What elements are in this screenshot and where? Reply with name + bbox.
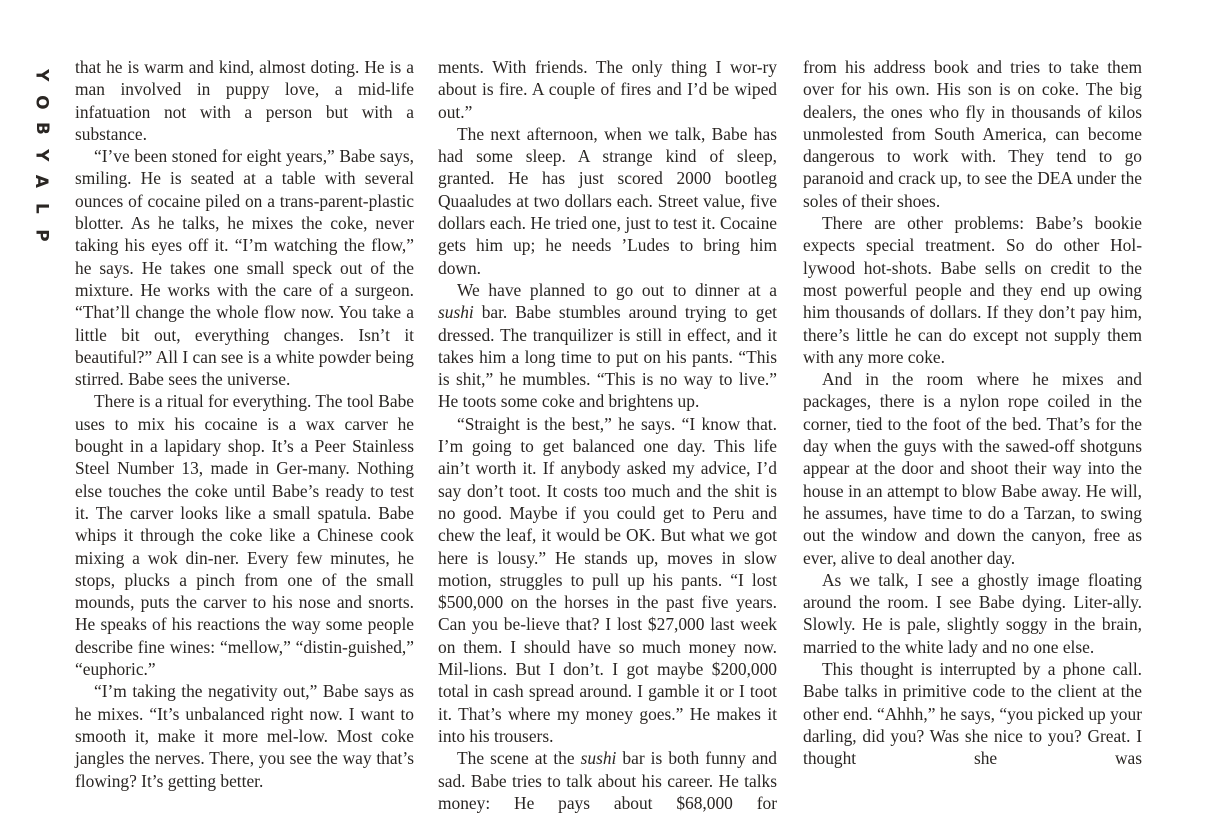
paragraph: This thought is interrupted by a phone call. Babe talks in primitive code to the client at the other end. “Ahhh,” he says, “you picked up your darling, did you? Was she nice to you? Great. I thought she was (803, 659, 1142, 769)
sidebar-letter: B (31, 122, 52, 135)
text-run: We have planned to go out to dinner at a (457, 279, 777, 300)
paragraph (438, 747, 777, 814)
italic-word: sushi (580, 748, 617, 769)
sidebar-letter: O (31, 94, 52, 110)
paragraph: As we talk, I see a ghostly image floating around the room. I see Babe dying. Liter-ally. Slowly. He is pale, slightly soggy in the brain, married to the white lady and no one else. (803, 569, 1142, 657)
paragraph: There are other problems: Babe’s bookie expects special treatment. So do other Hol-lywood hot-shots. Babe sells on credit to the most powerful people and they end up owing him thousands of dollars. If they don’t pay him, there’s little he can do except not supply them with any more coke. (803, 213, 1142, 367)
article-column-1 (75, 56, 414, 792)
sidebar-letter: P (31, 228, 52, 242)
paragraph: from his address book and tries to take them over for his own. His son is on coke. The big dealers, the ones who fly in thousands of kilos unmolested from South America, can become dangerous to work with. They tend to go paranoid and crack up, to see the DEA under the soles of their shoes. (803, 57, 1142, 211)
italic-word: sushi (438, 302, 474, 323)
paragraph: And in the room where he mixes and packages, there is a nylon rope coiled in the corner, tied to the foot of the bed. That’s for the day when the guys with the sawed-off shotguns appear at the door and shoot their way into the house in an attempt to blow Babe away. He will, he assumes, have time to do a Tarzan, to swing out the window and down the canyon, free as ever, alive to deal another day. (803, 369, 1142, 568)
paragraph: ments. With friends. The only thing I wor-ry about is fire. A couple of fires and I’d be wiped out.” (438, 57, 777, 122)
sidebar-letter: Y (31, 148, 52, 162)
magazine-name-sidebar (30, 62, 52, 248)
paragraph: “I’ve been stoned for eight years,” Babe says, smiling. He is seated at a table with several ounces of cocaine piled on a trans-parent-plastic blotter. As he talks, he mixes the coke, never taking his eyes off it. “I’m watching the flow,” he says. He takes one small speck out of the mixture. He works with the care of a surgeon. “That’ll change the whole flow now. You take a little bit out, everything changes. Isn’t it beautiful?” All I can see is a white powder being stirred. Babe sees the universe. (75, 146, 414, 390)
sidebar-letter: L (31, 202, 52, 214)
paragraph: The next afternoon, when we talk, Babe has had some sleep. A strange kind of sleep, granted. He has just scored 2000 bootleg Quaaludes at two dollars each. Street value, five dollars each. He tried one, just to test it. Cocaine gets him up; he needs ’Ludes to bring him down. (438, 123, 777, 278)
paragraph: that he is warm and kind, almost doting. He is a man involved in puppy love, a mid-life infatuation not with a person but with a substance. (75, 57, 414, 144)
paragraph (438, 279, 777, 413)
sidebar-letter: Y (31, 69, 52, 82)
paragraph: “Straight is the best,” he says. “I know that. I’m going to get balanced one day. This life ain’t worth it. If anybody asked my advice, I’d say don’t toot. It costs too much and the shit is no good. Maybe if you could get to Peru and chew the leaf, it would be OK. But what we got here is lousy.” He stands up, moves in slow motion, struggles to pull up his pants. “I lost $500,000 on the horses in the past five years. Can you be-lieve that? I lost $27,000 last week on them. I should have so much money now. Mil-lions. But I don’t. I got maybe $200,000 total in cash spread around. I gamble it or I toot it. That’s where my money goes.” He makes it into his trousers. (438, 413, 777, 746)
article-column-3 (803, 56, 1142, 770)
sidebar-letter: A (31, 175, 52, 189)
article-column-2 (438, 56, 777, 814)
paragraph: “I’m taking the negativity out,” Babe says as he mixes. “It’s unbalanced right now. I want to smooth it, make it more mel-low. Most coke jangles the nerves. There, you see the way that’s flowing? It’s getting better. (75, 681, 414, 791)
text-run: bar is both funny and sad. Babe tries to talk about his career. He talks money: He pays about $68,000 for (438, 748, 777, 813)
text-run: The scene at the (457, 748, 581, 769)
paragraph: There is a ritual for everything. The tool Babe uses to mix his cocaine is a wax carver he bought in a lapidary shop. It’s a Peer Stainless Steel Number 13, made in Ger-many. Nothing else touches the coke until Babe’s ready to test it. The carver looks like a small spatula. Babe whips it through the coke like a Chinese cook mixing a wok din-ner. Every few minutes, he stops, plucks a pinch from one of the small mounds, puts the carver to his nose and snorts. He speaks of his reactions the way some people describe fine wines: “mellow,” “distin-guished,” “euphoric.” (75, 391, 414, 680)
text-run: bar. Babe stumbles around trying to get dressed. The tranquilizer is still in effect, and it takes him a long time to put on his pants. “This is shit,” he mumbles. “This is no way to live.” He toots some coke and brightens up. (438, 302, 777, 412)
